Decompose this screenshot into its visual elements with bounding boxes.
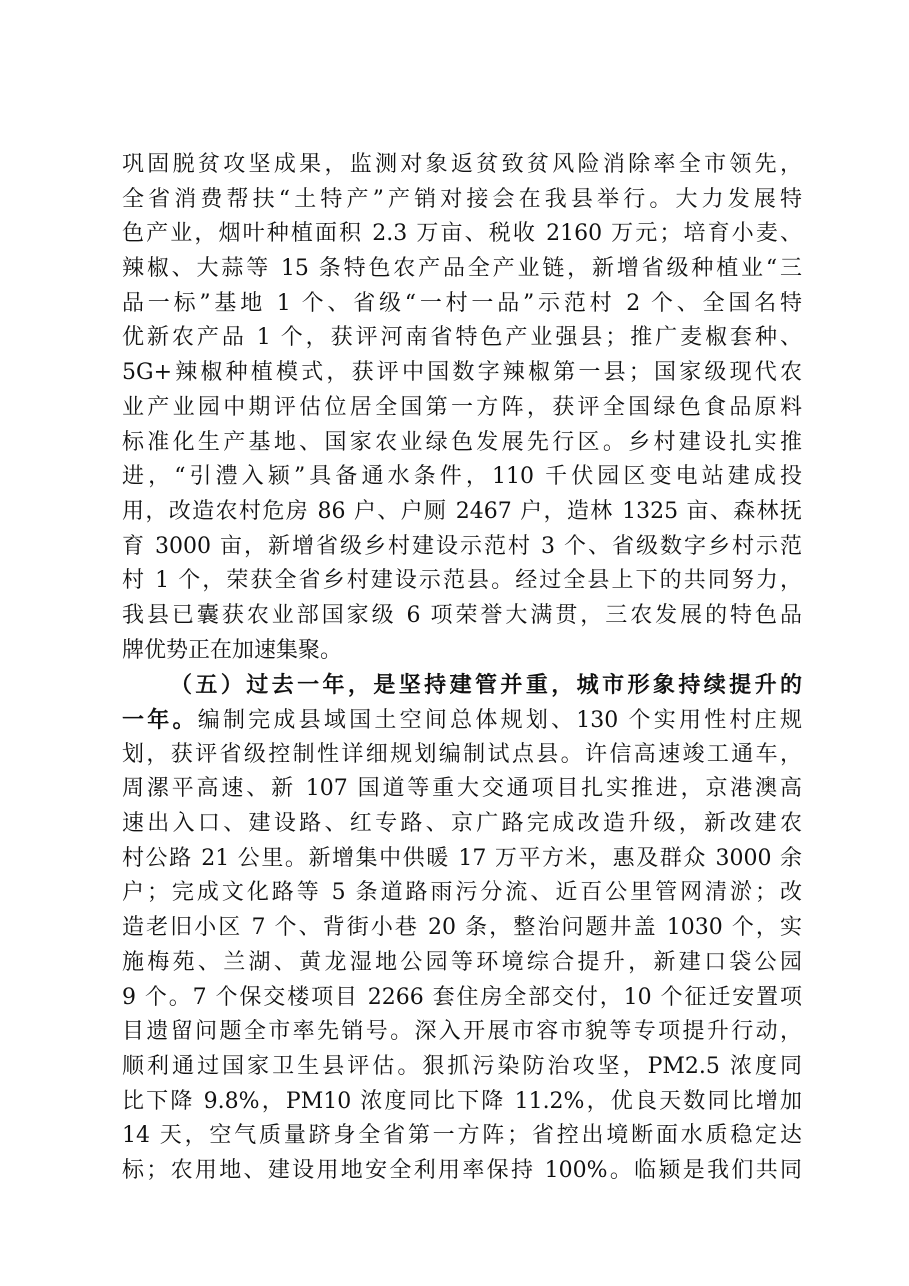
text-line: 户；完成文化路等 5 条道路雨污分流、近百公里管网清淤；改 bbox=[122, 880, 802, 906]
text-line-mixed bbox=[122, 703, 802, 738]
text-line: 14 天，空气质量跻身全省第一方阵；省控出境断面水质稳定达 bbox=[122, 1123, 802, 1149]
text-line: 色产业，烟叶种植面积 2.3 万亩、税收 2160 万元；培育小麦、 bbox=[122, 221, 802, 247]
text-line: 比下降 9.8%，PM10 浓度同比下降 11.2%，优良天数同比增加 bbox=[122, 1088, 802, 1114]
text-line: 我县已囊获农业部国家级 6 项荣誉大满贯，三农发展的特色品 bbox=[122, 602, 802, 628]
text-line: 全省消费帮扶“土特产”产销对接会在我县举行。大力发展特 bbox=[122, 186, 802, 212]
text-line: 划，获评省级控制性详细规划编制试点县。许信高速竣工通车， bbox=[122, 741, 802, 767]
text-run: 编制完成县域国土空间总体规划、130 个实用性村庄规 bbox=[197, 708, 802, 733]
text-line: 牌优势正在加速集聚。 bbox=[122, 637, 343, 663]
section-heading-line: （五）过去一年，是坚持建管并重，城市形象持续提升的 bbox=[170, 672, 802, 699]
body-text bbox=[122, 148, 802, 1189]
text-line: 标；农用地、建设用地安全利用率保持 100%。临颍是我们共同 bbox=[122, 1157, 802, 1183]
text-line: 5G+辣椒种植模式，获评中国数字辣椒第一县；国家级现代农 bbox=[122, 360, 802, 386]
text-line: 施梅苑、兰湖、黄龙湿地公园等环境综合提升，新建口袋公园 bbox=[122, 949, 802, 975]
text-line: 村 1 个，荣获全省乡村建设示范县。经过全县上下的共同努力， bbox=[122, 568, 802, 594]
text-line: 辣椒、大蒜等 15 条特色农产品全产业链，新增省级种植业“三 bbox=[122, 256, 802, 282]
text-line: 村公路 21 公里。新增集中供暖 17 万平方米，惠及群众 3000 余 bbox=[122, 845, 802, 871]
text-line: 标准化生产基地、国家农业绿色发展先行区。乡村建设扎实推 bbox=[122, 429, 802, 455]
text-line: 目遗留问题全市率先销号。深入开展市容市貌等专项提升行动， bbox=[122, 1019, 802, 1045]
text-line: 速出入口、建设路、红专路、京广路完成改造升级，新改建农 bbox=[122, 811, 802, 837]
text-line: 9 个。7 个保交楼项目 2266 套住房全部交付，10 个征迁安置项 bbox=[122, 984, 802, 1010]
text-line: 顺利通过国家卫生县评估。狠抓污染防治攻坚，PM2.5 浓度同 bbox=[122, 1053, 802, 1079]
text-line: 进，“引澧入颍”具备通水条件，110 千伏园区变电站建成投 bbox=[122, 464, 802, 490]
text-line: 周漯平高速、新 107 国道等重大交通项目扎实推进，京港澳高 bbox=[122, 776, 802, 802]
text-line: 业产业园中期评估位居全国第一方阵，获评全国绿色食品原料 bbox=[122, 394, 802, 420]
section-heading-tail: 一年。 bbox=[122, 707, 198, 733]
text-line: 巩固脱贫攻坚成果，监测对象返贫致贫风险消除率全市领先， bbox=[122, 152, 802, 177]
text-line: 育 3000 亩，新增省级乡村建设示范村 3 个、省级数字乡村示范 bbox=[122, 533, 802, 559]
text-line: 用，改造农村危房 86 户、户厕 2467 户，造林 1325 亩、森林抚 bbox=[122, 498, 802, 524]
text-line: 优新农产品 1 个，获评河南省特色产业强县；推广麦椒套种、 bbox=[122, 325, 802, 351]
text-line: 造老旧小区 7 个、背街小巷 20 条，整治问题井盖 1030 个，实 bbox=[122, 915, 802, 941]
text-line: 品一标”基地 1 个、省级“一村一品”示范村 2 个、全国名特 bbox=[122, 290, 802, 316]
